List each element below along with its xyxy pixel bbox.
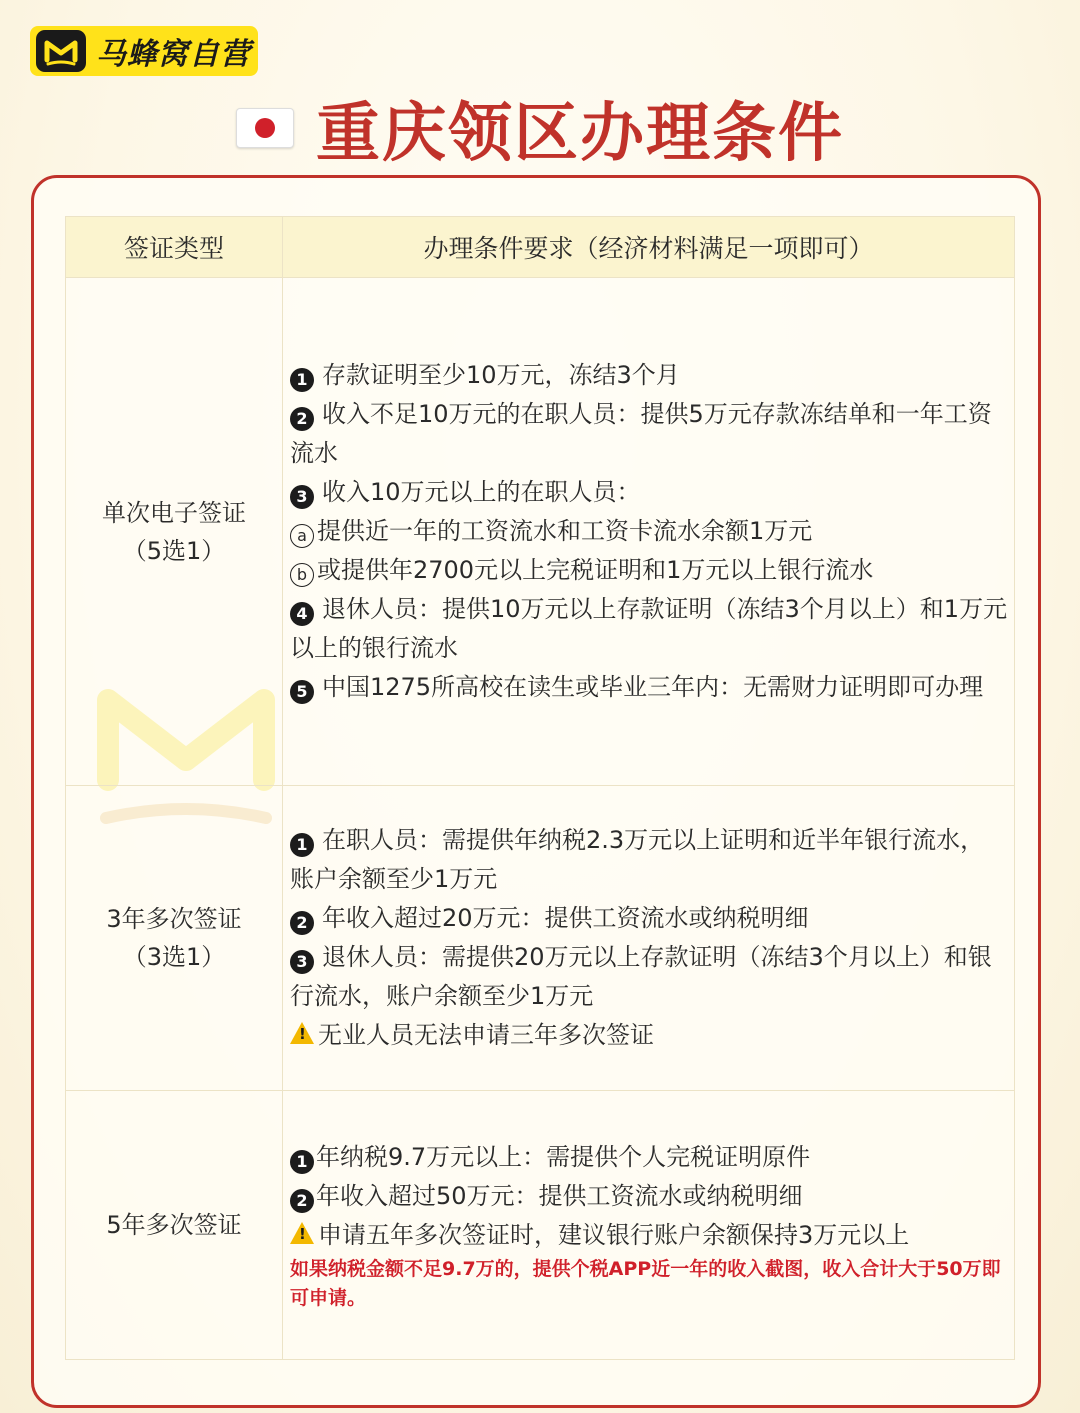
japan-flag-icon <box>236 108 294 148</box>
visa-type-choice: （3选1） <box>122 943 226 971</box>
visa-type-cell <box>66 278 283 786</box>
letter-b-icon: b <box>290 563 314 587</box>
requirement-item: 3 退休人员：需提供20万元以上存款证明（冻结3个月以上）和银行流水，账户余额至少1万元 <box>290 943 992 1010</box>
visa-type-name: 5年多次签证 <box>106 1211 242 1239</box>
page-title: 重庆领区办理条件 <box>316 96 844 171</box>
number-2-icon: 2 <box>290 1189 314 1213</box>
number-5-icon: 5 <box>290 680 314 704</box>
requirement-item: 5 中国1275所高校在读生或毕业三年内：无需财力证明即可办理 <box>290 668 1008 707</box>
visa-type-name: 单次电子签证 <box>102 498 246 527</box>
title-row <box>0 88 1080 171</box>
requirements-cell <box>283 786 1015 1091</box>
brand-name: 马蜂窝自营 <box>96 37 251 72</box>
requirement-item: 4 退休人员：提供10万元以上存款证明（冻结3个月以上）和1万元以上的银行流水 <box>290 595 1008 662</box>
number-2-icon: 2 <box>290 911 314 935</box>
requirement-item: 3 收入10万元以上的在职人员： <box>290 473 1008 512</box>
header-requirements: 办理条件要求（经济材料满足一项即可） <box>283 217 1015 278</box>
requirement-item: 1 在职人员：需提供年纳税2.3万元以上证明和近半年银行流水，账户余额至少1万元 <box>290 826 985 893</box>
table-row <box>66 278 1015 786</box>
visa-type-choice: （5选1） <box>122 536 226 565</box>
requirements-cell <box>283 278 1015 786</box>
mafengwo-logo-icon <box>36 30 86 72</box>
brand-badge <box>30 26 258 76</box>
number-2-icon: 2 <box>290 407 314 431</box>
warning-icon <box>290 1022 314 1044</box>
requirements-cell <box>283 1091 1015 1360</box>
table-row <box>66 786 1015 1091</box>
visa-type-name: 3年多次签证 <box>106 905 242 933</box>
requirement-subitem: a 提供近一年的工资流水和工资卡流水余额1万元 <box>290 512 1008 551</box>
table-row <box>66 1091 1015 1360</box>
header-visa-type: 签证类型 <box>66 217 283 278</box>
requirement-subitem: b 或提供年2700元以上完税证明和1万元以上银行流水 <box>290 551 1008 590</box>
number-1-icon: 1 <box>290 1150 314 1174</box>
tax-note: 如果纳税金额不足9.7万的，提供个税APP近一年的收入截图，收入合计大于50万即可申请。 <box>290 1257 1001 1309</box>
visa-type-cell <box>66 1091 283 1360</box>
requirement-item: 2 年收入超过50万元：提供工资流水或纳税明细 <box>290 1177 1008 1216</box>
requirement-item: 1 年纳税9.7万元以上：需提供个人完税证明原件 <box>290 1138 1008 1177</box>
number-3-icon: 3 <box>290 485 314 509</box>
number-3-icon: 3 <box>290 950 314 974</box>
number-1-icon: 1 <box>290 833 314 857</box>
requirement-item: 1 存款证明至少10万元，冻结3个月 <box>290 356 1008 395</box>
number-4-icon: 4 <box>290 602 314 626</box>
number-1-icon: 1 <box>290 368 314 392</box>
requirement-item: 2 年收入超过20万元：提供工资流水或纳税明细 <box>290 899 1008 938</box>
letter-a-icon: a <box>290 524 314 548</box>
requirement-item: 2 收入不足10万元的在职人员：提供5万元存款冻结单和一年工资流水 <box>290 400 992 467</box>
visa-type-cell <box>66 786 283 1091</box>
conditions-table <box>65 216 1015 1360</box>
warning-icon <box>290 1222 314 1244</box>
requirement-warning: !申请五年多次签证时，建议银行账户余额保持3万元以上 <box>290 1216 1008 1255</box>
requirement-warning: !无业人员无法申请三年多次签证 <box>290 1016 1008 1055</box>
